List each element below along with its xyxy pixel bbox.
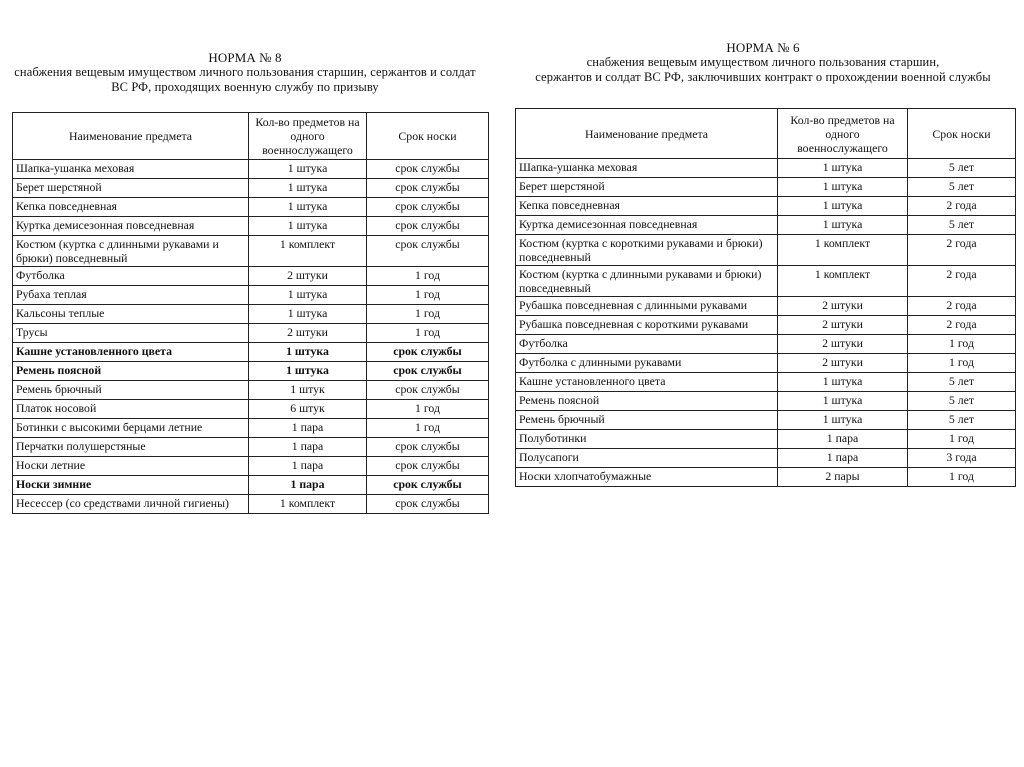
item-cell: Костюм (куртка с короткими рукавами и брюки) повседневный <box>516 235 778 266</box>
quantity-cell: 1 штука <box>249 362 367 381</box>
item-cell: Рубашка повседневная с короткими рукавами <box>516 316 778 335</box>
term-cell: срок службы <box>367 495 489 514</box>
table-row <box>13 305 489 324</box>
item-cell: Платок носовой <box>13 400 249 419</box>
quantity-cell: 1 штука <box>778 411 908 430</box>
quantity-cell: 2 штуки <box>249 267 367 286</box>
table-row <box>13 286 489 305</box>
term-cell: срок службы <box>367 160 489 179</box>
item-cell: Футболка <box>516 335 778 354</box>
quantity-cell: 1 комплект <box>778 235 908 266</box>
table-row <box>13 381 489 400</box>
term-cell: срок службы <box>367 217 489 236</box>
table-row <box>13 438 489 457</box>
item-cell: Перчатки полушерстяные <box>13 438 249 457</box>
table-row <box>13 362 489 381</box>
quantity-cell: 1 штук <box>249 381 367 400</box>
term-cell: срок службы <box>367 343 489 362</box>
quantity-cell: 1 штука <box>778 197 908 216</box>
term-cell: 1 год <box>367 324 489 343</box>
item-cell: Костюм (куртка с длинными рукавами и брюки) повседневный <box>13 236 249 267</box>
quantity-cell: 2 штуки <box>778 354 908 373</box>
table-row <box>13 324 489 343</box>
item-cell: Берет шерстяной <box>516 178 778 197</box>
table-row <box>516 216 1016 235</box>
item-cell: Ремень брючный <box>13 381 249 400</box>
item-cell: Кашне установленного цвета <box>516 373 778 392</box>
norm-6-table <box>515 108 1016 487</box>
quantity-cell: 1 штука <box>249 305 367 324</box>
norm-6-document <box>510 40 1016 483</box>
quantity-cell: 1 штука <box>249 179 367 198</box>
quantity-cell: 6 штук <box>249 400 367 419</box>
item-cell: Куртка демисезонная повседневная <box>13 217 249 236</box>
term-cell: срок службы <box>367 198 489 217</box>
item-cell: Футболка с длинными рукавами <box>516 354 778 373</box>
quantity-cell: 1 штука <box>249 198 367 217</box>
norm-8-subtitle-line1: снабжения вещевым имуществом личного пользования старшин, сержантов и солдат <box>14 65 476 79</box>
norm-6-heading: НОРМА № 6 <box>726 40 800 55</box>
item-cell: Рубаха теплая <box>13 286 249 305</box>
term-cell: срок службы <box>367 476 489 495</box>
quantity-cell: 1 штука <box>249 217 367 236</box>
quantity-cell: 1 комплект <box>778 266 908 297</box>
quantity-cell: 1 пара <box>778 430 908 449</box>
table-row <box>13 495 489 514</box>
norm-6-subtitle-line2: сержантов и солдат ВС РФ, заключивших контракт о прохождении военной службы <box>535 70 991 84</box>
norm-6-subtitle-line1: снабжения вещевым имуществом личного пользования старшин, <box>586 55 940 69</box>
column-header-item: Наименование предмета <box>13 113 249 160</box>
term-cell: 1 год <box>367 419 489 438</box>
term-cell: 1 год <box>367 286 489 305</box>
quantity-cell: 1 штука <box>778 216 908 235</box>
item-cell: Ботинки с высокими берцами летние <box>13 419 249 438</box>
term-cell: срок службы <box>367 236 489 267</box>
quantity-cell: 1 комплект <box>249 236 367 267</box>
term-cell: 5 лет <box>908 178 1016 197</box>
quantity-cell: 1 пара <box>249 457 367 476</box>
term-cell: срок службы <box>367 179 489 198</box>
table-row <box>516 178 1016 197</box>
quantity-cell: 1 штука <box>778 373 908 392</box>
table-row <box>516 335 1016 354</box>
quantity-cell: 2 штуки <box>778 297 908 316</box>
table-row <box>516 266 1016 297</box>
item-cell: Ремень поясной <box>516 392 778 411</box>
term-cell: 2 года <box>908 316 1016 335</box>
item-cell: Кепка повседневная <box>13 198 249 217</box>
column-header-item: Наименование предмета <box>516 109 778 159</box>
quantity-cell: 2 штуки <box>778 335 908 354</box>
item-cell: Куртка демисезонная повседневная <box>516 216 778 235</box>
term-cell: 1 год <box>367 267 489 286</box>
norm-8-title-block <box>0 50 490 95</box>
column-header-quantity: Кол-во предметов на одного военнослужащего <box>249 113 367 160</box>
table-row <box>13 400 489 419</box>
term-cell: 5 лет <box>908 373 1016 392</box>
table-row <box>13 217 489 236</box>
item-cell: Кальсоны теплые <box>13 305 249 324</box>
term-cell: 2 года <box>908 235 1016 266</box>
item-cell: Несессер (со средствами личной гигиены) <box>13 495 249 514</box>
table-row <box>13 160 489 179</box>
norm-8-heading: НОРМА № 8 <box>208 50 282 65</box>
item-cell: Носки хлопчатобумажные <box>516 468 778 487</box>
table-row <box>516 468 1016 487</box>
item-cell: Футболка <box>13 267 249 286</box>
term-cell: срок службы <box>367 457 489 476</box>
term-cell: срок службы <box>367 381 489 400</box>
table-row <box>516 159 1016 178</box>
quantity-cell: 1 штука <box>249 160 367 179</box>
quantity-cell: 2 штуки <box>778 316 908 335</box>
term-cell: 2 года <box>908 197 1016 216</box>
quantity-cell: 1 штука <box>249 343 367 362</box>
quantity-cell: 2 штуки <box>249 324 367 343</box>
quantity-cell: 1 штука <box>778 392 908 411</box>
term-cell: 5 лет <box>908 392 1016 411</box>
quantity-cell: 1 комплект <box>249 495 367 514</box>
quantity-cell: 1 пара <box>249 419 367 438</box>
table-row <box>13 343 489 362</box>
table-row <box>516 373 1016 392</box>
item-cell: Рубашка повседневная с длинными рукавами <box>516 297 778 316</box>
table-row <box>516 235 1016 266</box>
term-cell: 2 года <box>908 297 1016 316</box>
norm-8-document <box>0 50 490 510</box>
table-row <box>516 316 1016 335</box>
table-row <box>13 179 489 198</box>
quantity-cell: 1 пара <box>249 438 367 457</box>
quantity-cell: 1 штука <box>778 159 908 178</box>
term-cell: 5 лет <box>908 159 1016 178</box>
term-cell: срок службы <box>367 362 489 381</box>
table-row <box>516 392 1016 411</box>
term-cell: 5 лет <box>908 411 1016 430</box>
table-row <box>13 236 489 267</box>
item-cell: Носки зимние <box>13 476 249 495</box>
table-row <box>13 457 489 476</box>
item-cell: Шапка-ушанка меховая <box>13 160 249 179</box>
norm-8-table <box>12 112 489 514</box>
table-row <box>516 411 1016 430</box>
table-row <box>516 354 1016 373</box>
item-cell: Полуботинки <box>516 430 778 449</box>
term-cell: 1 год <box>367 400 489 419</box>
term-cell: 3 года <box>908 449 1016 468</box>
term-cell: 2 года <box>908 266 1016 297</box>
item-cell: Шапка-ушанка меховая <box>516 159 778 178</box>
item-cell: Ремень поясной <box>13 362 249 381</box>
term-cell: 5 лет <box>908 216 1016 235</box>
item-cell: Берет шерстяной <box>13 179 249 198</box>
term-cell: 1 год <box>908 468 1016 487</box>
table-row <box>516 297 1016 316</box>
quantity-cell: 1 штука <box>778 178 908 197</box>
item-cell: Носки летние <box>13 457 249 476</box>
term-cell: срок службы <box>367 438 489 457</box>
table-row <box>13 476 489 495</box>
table-row <box>516 197 1016 216</box>
table-row <box>13 419 489 438</box>
table-row <box>13 198 489 217</box>
norm-6-title-block <box>510 40 1016 85</box>
table-row <box>516 430 1016 449</box>
item-cell: Костюм (куртка с длинными рукавами и брюки) повседневный <box>516 266 778 297</box>
table-row <box>516 449 1016 468</box>
column-header-term: Срок носки <box>367 113 489 160</box>
table-row <box>13 267 489 286</box>
quantity-cell: 1 пара <box>249 476 367 495</box>
item-cell: Полусапоги <box>516 449 778 468</box>
term-cell: 1 год <box>908 335 1016 354</box>
column-header-quantity: Кол-во предметов на одного военнослужащего <box>778 109 908 159</box>
item-cell: Ремень брючный <box>516 411 778 430</box>
item-cell: Кепка повседневная <box>516 197 778 216</box>
term-cell: 1 год <box>908 430 1016 449</box>
quantity-cell: 1 пара <box>778 449 908 468</box>
norm-8-subtitle-line2: ВС РФ, проходящих военную службу по призыву <box>111 80 379 94</box>
term-cell: 1 год <box>908 354 1016 373</box>
quantity-cell: 2 пары <box>778 468 908 487</box>
item-cell: Трусы <box>13 324 249 343</box>
column-header-term: Срок носки <box>908 109 1016 159</box>
term-cell: 1 год <box>367 305 489 324</box>
quantity-cell: 1 штука <box>249 286 367 305</box>
item-cell: Кашне установленного цвета <box>13 343 249 362</box>
